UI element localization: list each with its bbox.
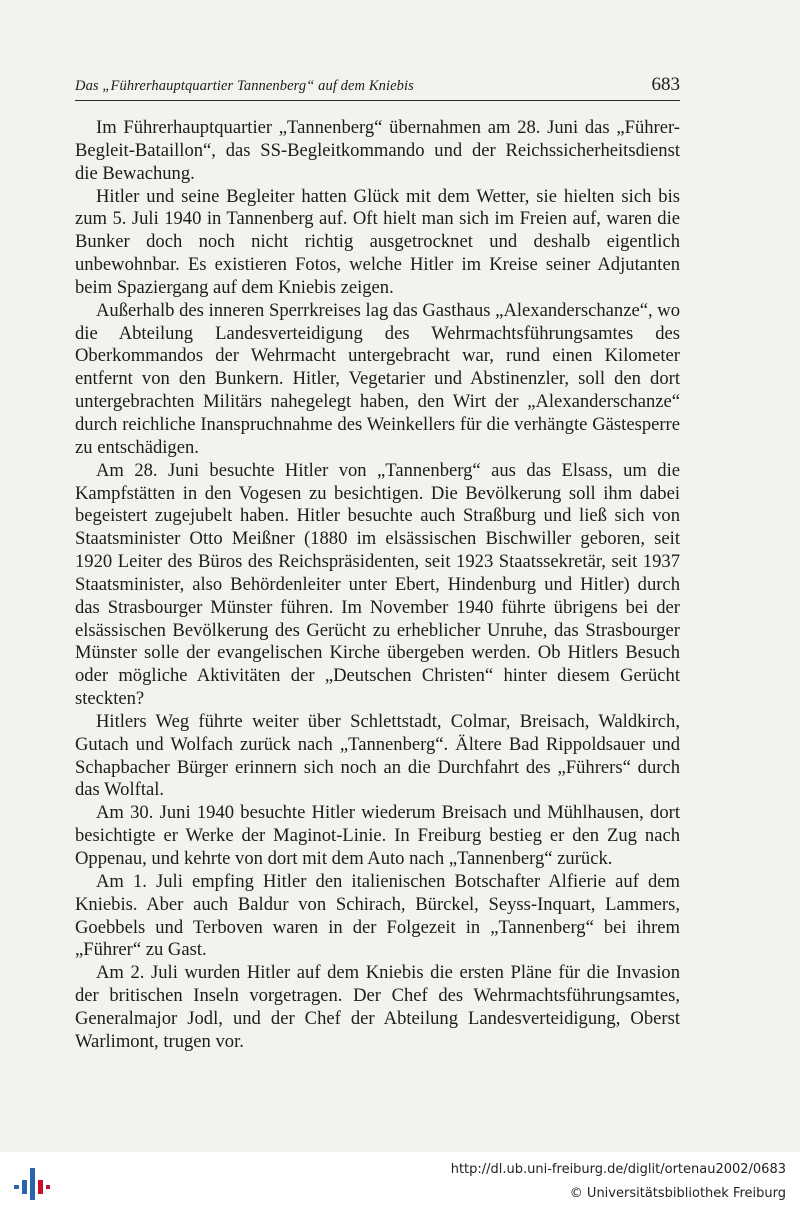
paragraph-6: Am 30. Juni 1940 besuchte Hitler wiederum Breisach und Mühlhausen, dort besichtigte er Werke der Maginot-Linie. In Freiburg bestieg er den Zug nach Oppenau, und kehrte von dort mit dem Auto nach „Tannenberg“ zurück. xyxy=(75,802,680,869)
paragraph-3: Außerhalb des inneren Sperrkreises lag das Gasthaus „Alexanderschanze“, wo die Abteilung Landesverteidigung des Wehrmachtsführungsamtes des Oberkommandos der Wehrmacht untergebracht war, rund einen Kilometer entfernt von den Bunkern. Hitler, Vegetarier und Abstinenzler, soll den dort untergebrachten Militärs nahegelegt haben, den Wirt der „Alexanderschanze“ durch reichliche Inanspruchnahme des Weinkellers für die verhängte Gästesperre zu entschädigen. xyxy=(75,299,680,458)
paragraph-2: Hitler und seine Begleiter hatten Glück mit dem Wetter, sie hielten sich bis zum 5. Juli 1940 in Tannenberg auf. Oft hielt man sich im Freien auf, waren die Bunker doch noch nicht richtig ausgetrocknet und deshalb eigentlich unbewohnbar. Es existieren Fotos, welche Hitler im Kreise seiner Adjutanten beim Spaziergang auf dem Kniebis zeigen. xyxy=(75,185,680,298)
paragraph-5: Hitlers Weg führte weiter über Schlettstadt, Colmar, Breisach, Waldkirch, Gutach und Wolfach zurück nach „Tannenberg“. Ältere Bad Rippoldsauer und Schapbacher Bürger erinnern sich noch an die Durchfahrt des „Führers“ durch das Wolftal. xyxy=(75,710,680,801)
viewer-footer xyxy=(0,1152,800,1212)
logo-bar-right-2 xyxy=(46,1185,50,1189)
running-title: Das „Führerhauptquartier Tannenberg“ auf dem Kniebis xyxy=(75,78,414,94)
paragraph-7: Am 1. Juli empfing Hitler den italienischen Botschafter Alfierie auf dem Kniebis. Aber auch Baldur von Schirach, Bürckel, Seyss-Inquart, Lammers, Goebbels und Terboven waren in der Folgezeit in „Tannenberg“ bei ihrem „Führer“ zu Gast. xyxy=(75,870,680,961)
paragraph-8: Am 2. Juli wurden Hitler auf dem Kniebis die ersten Pläne für die Invasion der britischen Inseln vorgetragen. Der Chef des Wehrmachtsführungsamtes, Generalmajor Jodl, und der Chef der Abteilung Landesverteidigung, Oberst Warlimont, trugen vor. xyxy=(75,962,680,1052)
paragraph-1: Im Führerhauptquartier „Tannenberg“ übernahmen am 28. Juni das „Führer-Begleit-Bataillon“, das SS-Begleitkommando und der Reichssicherheitsdienst die Bewachung. xyxy=(75,117,680,184)
body-text xyxy=(75,117,680,1054)
logo-bar-left-2 xyxy=(22,1180,27,1194)
permalink-url[interactable]: http://dl.ub.uni-freiburg.de/diglit/ortenau2002/0683 xyxy=(450,1162,786,1177)
logo-bar-left xyxy=(14,1185,19,1189)
logo-bar-center xyxy=(30,1168,35,1200)
logo-bar-right xyxy=(38,1180,43,1194)
ub-freiburg-logo-icon xyxy=(12,1166,52,1202)
running-head xyxy=(75,74,680,101)
page-number: 683 xyxy=(651,74,680,95)
copyright-notice: © Universitätsbibliothek Freiburg xyxy=(569,1186,786,1201)
paragraph-4: Am 28. Juni besuchte Hitler von „Tannenberg“ aus das Elsass, um die Kampfstätten in den Vogesen zu besichtigen. Die Bevölkerung soll ihm dabei begeistert zugejubelt haben. Hitler besuchte auch Straßburg und ließ sich von Staatsminister Otto Meißner (1880 im elsässischen Bischwiller geboren, seit 1920 Leiter des Büros des Reichspräsidenten, seit 1923 Staatssekretär, seit 1937 Staatsminister, also Behördenleiter unter Ebert, Hindenburg und Hitler) durch das Strasbourger Münster führen. Im November 1940 führte übrigens bei der elsässischen Bevölkerung des Gerücht zu erheblicher Unruhe, das Strasbourger Münster solle der evangelischen Kirche übergeben werden. Ob Hitlers Besuch oder mögliche Aktivitäten der „Deutschen Christen“ hinter diesem Gerücht steckten? xyxy=(75,459,680,710)
